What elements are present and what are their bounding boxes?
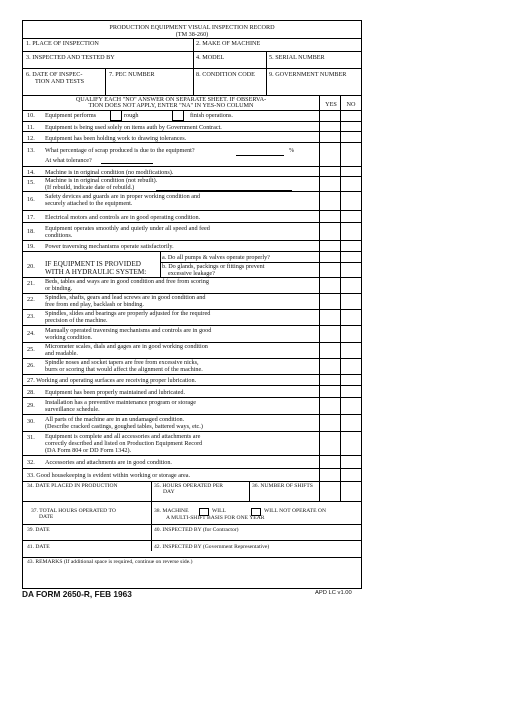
item-24-text: Manually operated traversing mechanisms and controls are in good	[45, 327, 212, 334]
rough-checkbox[interactable]	[110, 110, 122, 121]
item-32-text: Accessories and attachments are in good condition.	[45, 459, 172, 466]
item-30-text: All parts of the machine are in an undamaged condition.	[45, 416, 185, 423]
version-label: APD LC v1.00	[315, 590, 352, 596]
item-21-text: Beds, tables and ways are in good condition and free from scoring	[45, 278, 209, 285]
model-label: 4. MODEL	[196, 54, 225, 61]
date-of-inspection-label-2: TION AND TESTS	[35, 78, 85, 85]
serial-number-label: 5. SERIAL NUMBER	[269, 54, 325, 61]
date-41-label: 41. DATE	[27, 544, 50, 550]
item-29-text: Installation has a preventive maintenance program or storage	[45, 399, 197, 406]
item-31-text: Equipment is complete and all accessories and attachments are	[45, 433, 201, 440]
date-39-label: 39. DATE	[27, 527, 50, 533]
item-26-text: Spindle noses and socket tapers are free from excessive nicks,	[45, 359, 199, 366]
qualify-instruction-2: TION DOES NOT APPLY, ENTER "NA" IN YES-NO COLUMN	[88, 102, 254, 109]
item-33-text: 33. Good housekeeping is evident within working or storage area.	[27, 472, 191, 479]
inspection-form: PRODUCTION EQUIPMENT VISUAL INSPECTION RECORD (TM 38-260) 1. PLACE OF INSPECTION 2. MAKE OF MACHINE 3. INSPECTED AND TESTED BY 4. MODEL 5. SERIAL NUMBER 6. DATE OF INSPEC- TION AND TESTS 7. PEC NUMBER 8. CONDITION CODE 9. GOVERNMENT NUMBER QUALIFY EACH "NO" ANSWER ON SEPARATE SHEET. IF OBSERVA- TION DOES NOT APPLY, ENTER "NA" IN YES-NO COLUMN YES NO 10. Equipment performs rough finish operations. 11. Equipment is being used solely on items auth by Government Contract. 12. Equipment has been holding work to drawing tolerances. 13. What percentage of scrap produced is due to the equipment? % At what tolerance? 14. Machine is in original condition (no modifications). 15. Machine is in original condition (not rebuilt). (If rebuild, indicate date of rebuild.) 16. Safety devices and guards are in proper working condition and securely attached to the equipment. 17. Electrical motors and controls are in good operating condition. 18. Equipment operates smoothly and quietly under all speed and feed conditions. 19. Power traversing mechanisms operate satisfactorily. 20. IF EQUIPMENT IS PROVIDED WITH A HYDRAULIC SYSTEM: a. Do all pumps & valves operate properly? b. Do glands, packings or fittings prevent excessive leakage? 21. Beds, tables and ways are in good condition and free from scoring or binding. 22. Spindles, shafts, gears and lead screws are in good condition and free from end play, backlash or binding. 23. Spindles, slides and bearings are properly adjusted for the required precision of the machine. 24. Manually operated traversing mechanisms and controls are in good working condition. 25. Micrometer scales, dials and gages are in good working condition and readable. 26. Spindle noses and socket tapers are free from excessive nicks, burrs or scoring that would affect the alignment of the machine. 27. Working and operating surfaces are receiving proper lubrication. 28. Equipment has been properly maintained and lubricated. 29. Installation has a preventive maintenance program or storage surveillance schedule. 30. All parts of the machine are in an undamaged condition. (Describe cracked castings, goughed tables, battered ways, etc.) 31. Equipment is complete and all accessories and attachments are correctly described and listed on Production Equipment Record (DA Form 804 or DD Form 1342). 32. Accessories and attachments are in good condition. 33. Good housekeeping is evident within working or storage area. 34. DATE PLACED IN PRODUCTION 35. HOURS OPERATED PER DAY 36. NUMBER OF SHIFTS 37. TOTAL HOURS OPERATED TO DATE 38. MACHINE WILL WILL NOT OPERATE ON A MULTI-SHIFT BASIS FOR ONE YEAR 39. DATE 40. INSPECTED BY (for Contractor) 41. DATE 42. INSPECTED BY (Government Representative) 43. REMARKS (If additional space is required, continue on reverse side.)	[22, 20, 362, 589]
hours-per-day-label: 35. HOURS OPERATED PER	[154, 483, 223, 489]
date-of-inspection-label: 6. DATE OF INSPEC-	[26, 71, 83, 78]
qualify-instruction-1: QUALIFY EACH "NO" ANSWER ON SEPARATE SHEET. IF OBSERVA-	[75, 96, 267, 103]
hydraulic-question-a: a. Do all pumps & valves operate properly?	[162, 254, 270, 261]
make-of-machine-label: 2. MAKE OF MACHINE	[196, 40, 261, 47]
scrap-percentage-line[interactable]	[236, 155, 284, 156]
item-13-text: What percentage of scrap produced is due to the equipment?	[45, 147, 195, 154]
place-of-inspection-label: 1. PLACE OF INSPECTION	[26, 40, 99, 47]
item-16-text: Safety devices and guards are in proper working condition and	[45, 193, 201, 200]
tolerance-line[interactable]	[101, 163, 153, 164]
form-subtitle: (TM 38-260)	[175, 31, 209, 38]
inspected-by-government-label: 42. INSPECTED BY (Government Representative)	[154, 544, 270, 550]
item-13-tolerance: At what tolerance?	[45, 157, 92, 164]
item-18-text: Equipment operates smoothly and quietly under all speed and feed	[45, 225, 210, 232]
number-of-shifts-label: 36. NUMBER OF SHIFTS	[252, 483, 313, 489]
item-12-text: Equipment has been holding work to drawing tolerances.	[45, 135, 187, 142]
item-19-text: Power traversing mechanisms operate satisfactorily.	[45, 243, 174, 250]
inspected-tested-by-label: 3. INSPECTED AND TESTED BY	[26, 54, 115, 61]
total-hours-label: 37. TOTAL HOURS OPERATED TO	[31, 508, 116, 514]
item-27-text: 27. Working and operating surfaces are receiving proper lubrication.	[27, 377, 197, 384]
inspected-by-contractor-label: 40. INSPECTED BY (for Contractor)	[154, 527, 239, 533]
item-15-text: Machine is in original condition (not rebuilt).	[45, 177, 158, 184]
hydraulic-question-b: b. Do glands, packings or fittings prevent	[162, 263, 265, 270]
item-11-text: Equipment is being used solely on items auth by Government Contract.	[45, 124, 222, 131]
yes-column-header: YES	[325, 101, 337, 108]
finish-checkbox[interactable]	[172, 110, 184, 121]
date-placed-label: 34. DATE PLACED IN PRODUCTION	[27, 483, 118, 489]
condition-code-label: 8. CONDITION CODE	[196, 71, 255, 78]
remarks-label: 43. REMARKS (If additional space is required, continue on reverse side.)	[27, 559, 193, 565]
item-23-text: Spindles, slides and bearings are properly adjusted for the required	[45, 310, 211, 317]
item-28-text: Equipment has been properly maintained and lubricated.	[45, 389, 186, 396]
item-14-text: Machine is in original condition (no modifications).	[45, 169, 174, 176]
item-25-text: Micrometer scales, dials and gages are in good working condition	[45, 343, 208, 350]
item-17-text: Electrical motors and controls are in good operating condition.	[45, 214, 201, 221]
form-title: PRODUCTION EQUIPMENT VISUAL INSPECTION RECORD	[109, 24, 275, 31]
no-column-header: NO	[346, 101, 356, 108]
form-number: DA FORM 2650-R, FEB 1963	[22, 589, 132, 599]
machine-multishift-label: 38. MACHINE	[154, 508, 189, 514]
pec-number-label: 7. PEC NUMBER	[109, 71, 155, 78]
government-number-label: 9. GOVERNMENT NUMBER	[269, 71, 347, 78]
item-22-text: Spindles, shafts, gears and lead screws are in good condition and	[45, 294, 206, 301]
